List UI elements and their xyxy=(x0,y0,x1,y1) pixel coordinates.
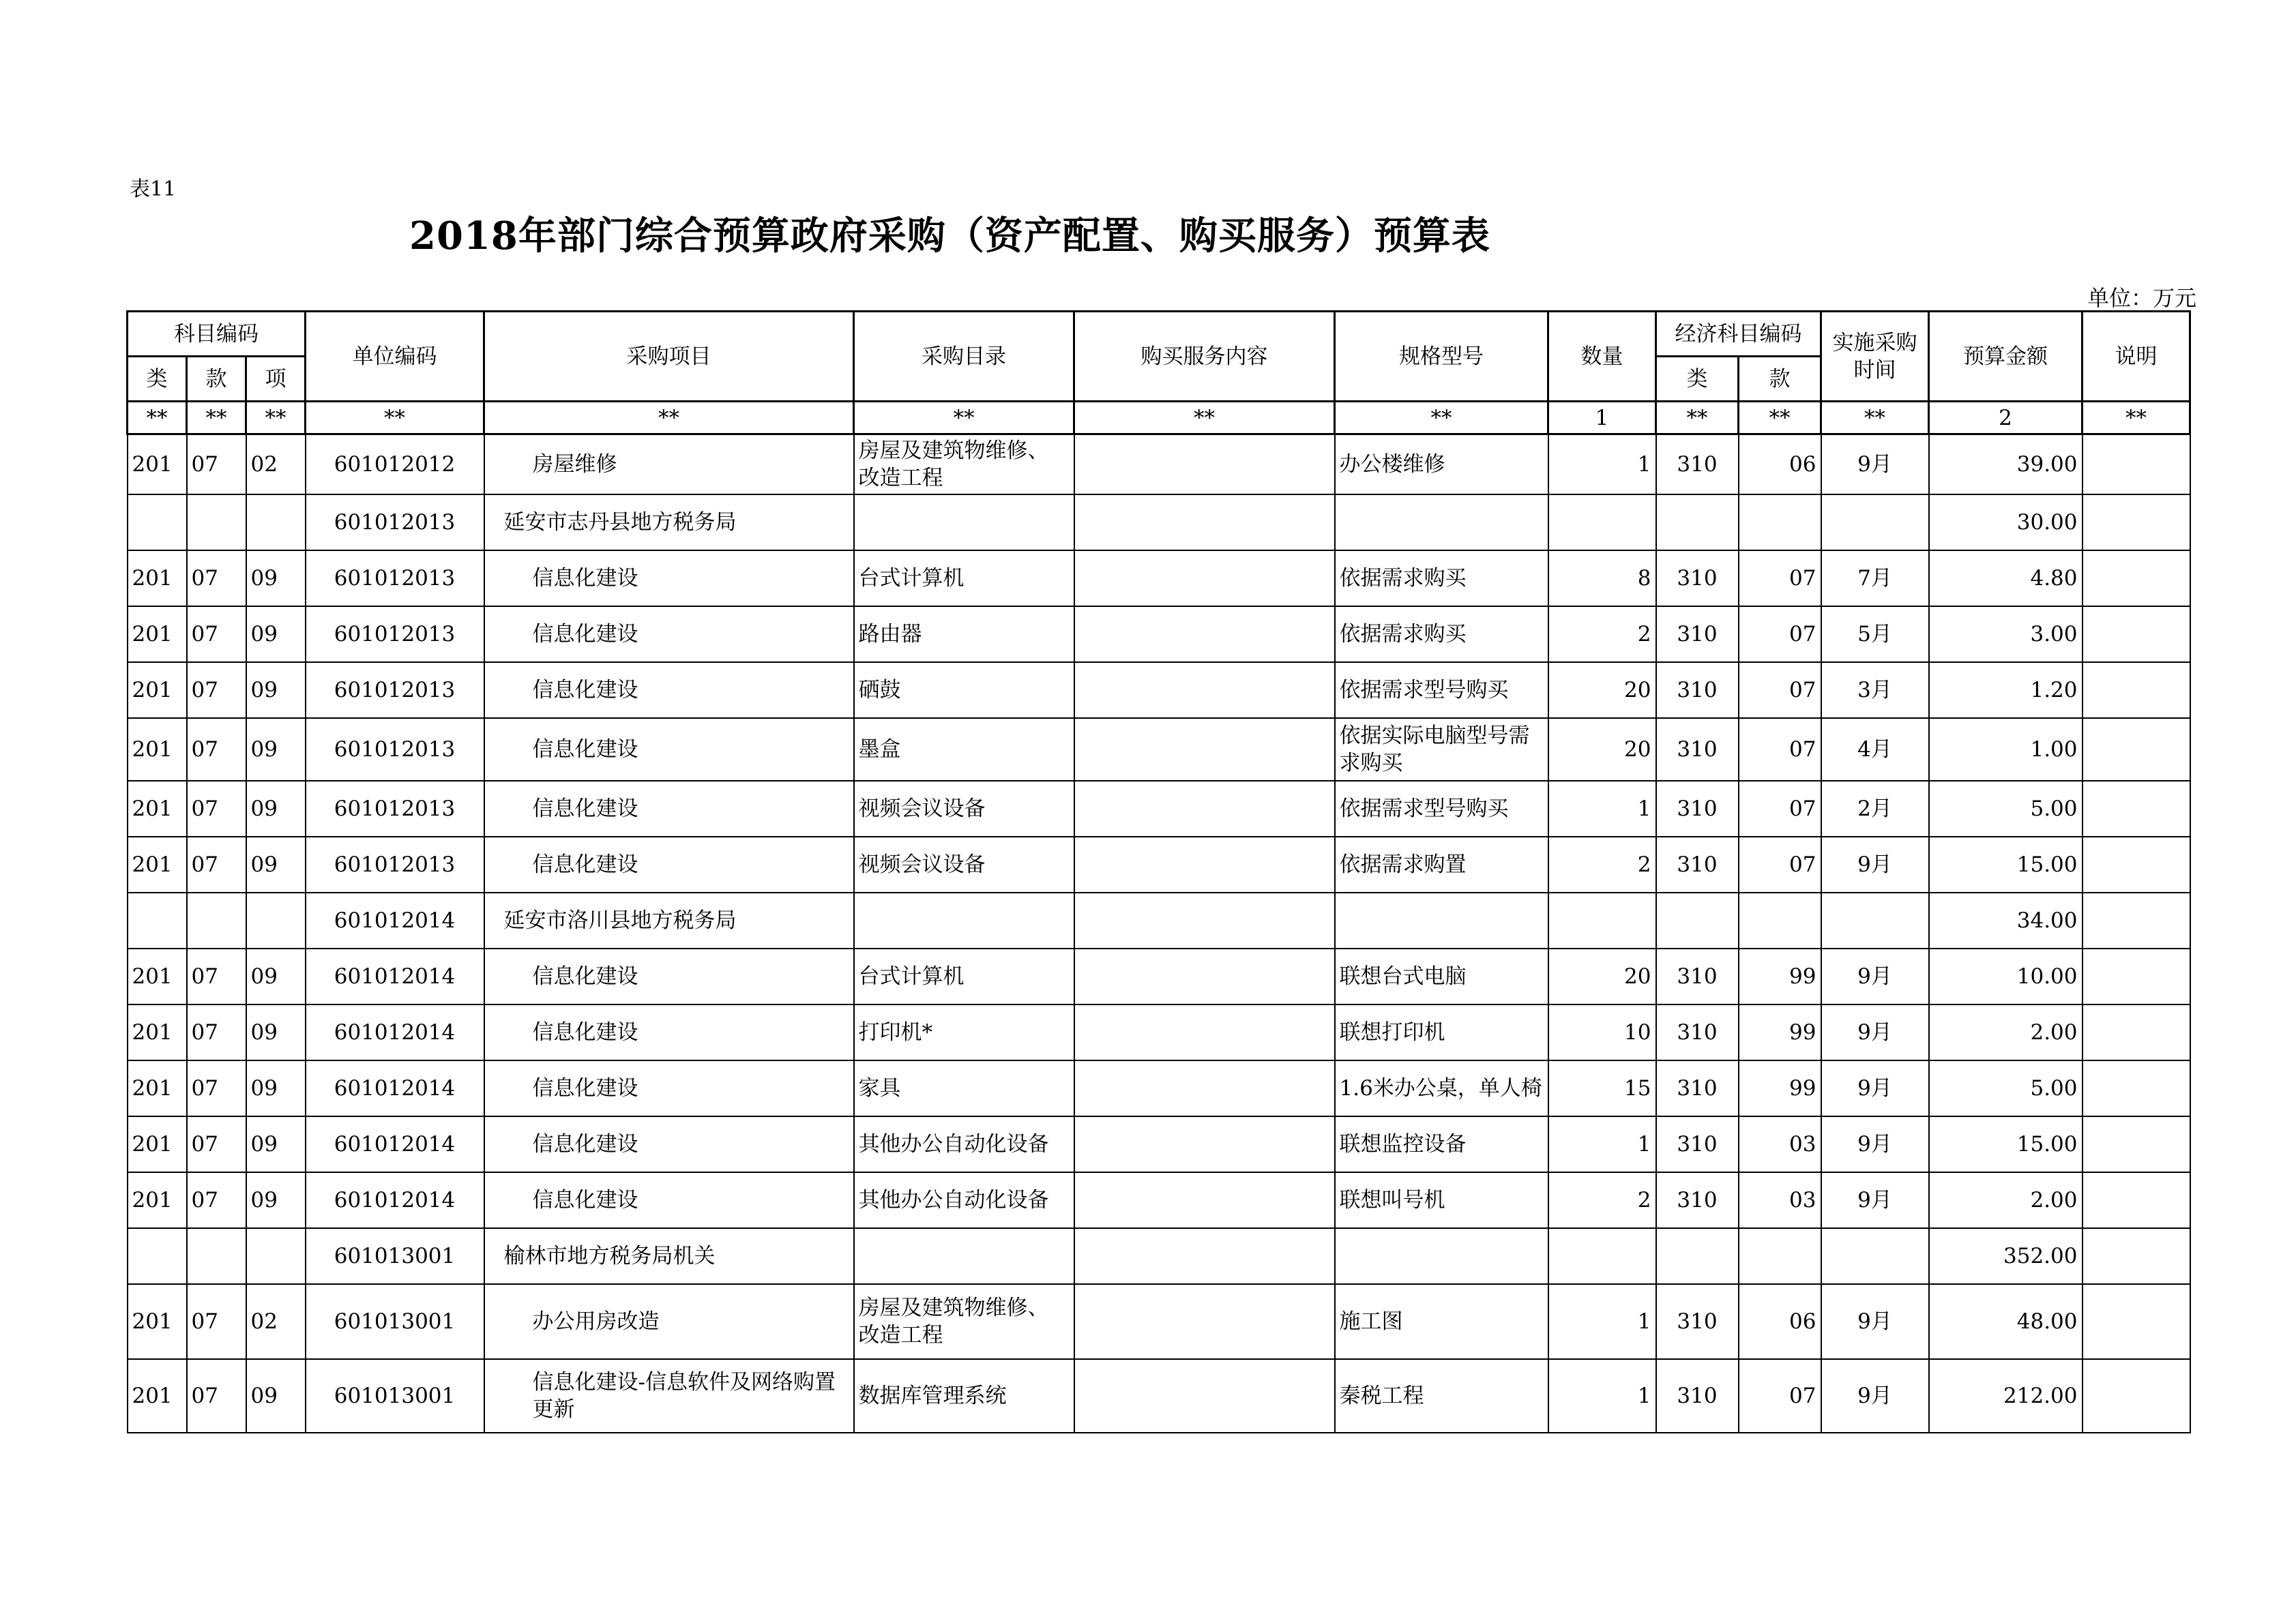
table-row xyxy=(128,1359,2190,1433)
cell-note xyxy=(2082,1060,2190,1116)
cell-lei: 201 xyxy=(128,1172,187,1228)
marker-cell: ** xyxy=(187,402,246,434)
cell-note xyxy=(2082,1228,2190,1284)
marker-cell: ** xyxy=(2082,402,2190,434)
cell-catalog: 台式计算机 xyxy=(854,949,1074,1004)
cell-econ-lei: 310 xyxy=(1656,1172,1739,1228)
table-row xyxy=(128,718,2190,781)
cell-amount: 39.00 xyxy=(1929,434,2082,494)
cell-service xyxy=(1074,893,1335,949)
cell-time: 9月 xyxy=(1821,434,1929,494)
cell-lei: 201 xyxy=(128,550,187,606)
cell-econ-kuan: 06 xyxy=(1739,434,1821,494)
cell-xiang: 02 xyxy=(246,1284,306,1359)
cell-spec: 联想监控设备 xyxy=(1335,1116,1548,1172)
cell-spec: 依据需求型号购买 xyxy=(1335,662,1548,718)
cell-time: 9月 xyxy=(1821,1284,1929,1359)
cell-catalog: 视频会议设备 xyxy=(854,837,1074,893)
cell-xiang xyxy=(246,494,306,550)
cell-time: 9月 xyxy=(1821,1116,1929,1172)
cell-catalog: 硒鼓 xyxy=(854,662,1074,718)
table-row xyxy=(128,1284,2190,1359)
cell-code: 601013001 xyxy=(306,1284,484,1359)
cell-spec: 联想台式电脑 xyxy=(1335,949,1548,1004)
cell-lei: 201 xyxy=(128,606,187,662)
cell-note xyxy=(2082,606,2190,662)
cell-spec: 联想叫号机 xyxy=(1335,1172,1548,1228)
cell-qty: 15 xyxy=(1548,1060,1656,1116)
cell-xiang: 09 xyxy=(246,718,306,781)
cell-xiang: 09 xyxy=(246,1172,306,1228)
cell-kuan xyxy=(187,1228,246,1284)
cell-code: 601012013 xyxy=(306,494,484,550)
marker-cell: 2 xyxy=(1929,402,2082,434)
table-row xyxy=(128,1004,2190,1060)
cell-econ-kuan xyxy=(1739,1228,1821,1284)
cell-amount: 4.80 xyxy=(1929,550,2082,606)
cell-econ-kuan: 07 xyxy=(1739,550,1821,606)
cell-note xyxy=(2082,781,2190,837)
cell-project: 信息化建设 xyxy=(484,1004,854,1060)
cell-code: 601012013 xyxy=(306,718,484,781)
cell-note xyxy=(2082,1172,2190,1228)
cell-qty: 2 xyxy=(1548,837,1656,893)
cell-note xyxy=(2082,662,2190,718)
header-spec: 规格型号 xyxy=(1335,312,1548,402)
unit-label: 单位：万元 xyxy=(2087,285,2196,311)
header-qty: 数量 xyxy=(1548,312,1656,402)
cell-qty: 2 xyxy=(1548,606,1656,662)
cell-kuan: 07 xyxy=(187,1116,246,1172)
cell-kuan: 07 xyxy=(187,1004,246,1060)
header-lei: 类 xyxy=(128,357,187,402)
cell-spec xyxy=(1335,1228,1548,1284)
cell-code: 601012013 xyxy=(306,837,484,893)
cell-time: 9月 xyxy=(1821,949,1929,1004)
cell-spec: 依据需求购买 xyxy=(1335,606,1548,662)
cell-time: 3月 xyxy=(1821,662,1929,718)
cell-project: 信息化建设-信息软件及网络购置更新 xyxy=(484,1359,854,1433)
cell-lei xyxy=(128,893,187,949)
cell-service xyxy=(1074,837,1335,893)
cell-spec: 依据需求型号购买 xyxy=(1335,781,1548,837)
cell-spec: 联想打印机 xyxy=(1335,1004,1548,1060)
marker-cell: ** xyxy=(484,402,854,434)
cell-catalog: 打印机* xyxy=(854,1004,1074,1060)
cell-lei xyxy=(128,494,187,550)
cell-econ-kuan: 03 xyxy=(1739,1172,1821,1228)
cell-econ-kuan: 07 xyxy=(1739,662,1821,718)
cell-code: 601012014 xyxy=(306,949,484,1004)
cell-econ-kuan: 99 xyxy=(1739,949,1821,1004)
cell-econ-lei: 310 xyxy=(1656,1116,1739,1172)
marker-cell: ** xyxy=(1074,402,1335,434)
cell-spec xyxy=(1335,893,1548,949)
table-row xyxy=(128,550,2190,606)
cell-kuan: 07 xyxy=(187,718,246,781)
cell-amount: 1.00 xyxy=(1929,718,2082,781)
cell-econ-kuan: 07 xyxy=(1739,1359,1821,1433)
cell-amount: 48.00 xyxy=(1929,1284,2082,1359)
cell-service xyxy=(1074,1116,1335,1172)
cell-xiang: 09 xyxy=(246,550,306,606)
cell-code: 601012014 xyxy=(306,1116,484,1172)
cell-xiang: 09 xyxy=(246,949,306,1004)
marker-row xyxy=(128,402,2190,434)
cell-project: 信息化建设 xyxy=(484,550,854,606)
cell-project: 信息化建设 xyxy=(484,949,854,1004)
cell-code: 601013001 xyxy=(306,1228,484,1284)
header-amount: 预算金额 xyxy=(1929,312,2082,402)
cell-xiang: 09 xyxy=(246,606,306,662)
cell-xiang: 09 xyxy=(246,662,306,718)
header-time: 实施采购时间 xyxy=(1821,312,1929,402)
cell-amount: 1.20 xyxy=(1929,662,2082,718)
cell-catalog: 路由器 xyxy=(854,606,1074,662)
cell-kuan: 07 xyxy=(187,781,246,837)
cell-kuan: 07 xyxy=(187,1060,246,1116)
cell-xiang: 09 xyxy=(246,1060,306,1116)
cell-service xyxy=(1074,494,1335,550)
marker-cell: ** xyxy=(1656,402,1739,434)
cell-code: 601012013 xyxy=(306,781,484,837)
budget-table xyxy=(126,310,2191,1433)
cell-lei: 201 xyxy=(128,1116,187,1172)
cell-lei: 201 xyxy=(128,434,187,494)
cell-qty: 1 xyxy=(1548,434,1656,494)
cell-code: 601012014 xyxy=(306,1004,484,1060)
cell-qty: 1 xyxy=(1548,781,1656,837)
cell-catalog: 数据库管理系统 xyxy=(854,1359,1074,1433)
cell-catalog: 视频会议设备 xyxy=(854,781,1074,837)
cell-spec: 办公楼维修 xyxy=(1335,434,1548,494)
cell-service xyxy=(1074,1060,1335,1116)
cell-econ-lei: 310 xyxy=(1656,781,1739,837)
cell-project: 延安市洛川县地方税务局 xyxy=(484,893,854,949)
header-econ-code: 经济科目编码 xyxy=(1656,312,1821,357)
cell-econ-kuan: 07 xyxy=(1739,781,1821,837)
cell-service xyxy=(1074,1004,1335,1060)
header-row-1 xyxy=(128,312,2190,357)
cell-econ-lei: 310 xyxy=(1656,434,1739,494)
cell-econ-kuan: 07 xyxy=(1739,837,1821,893)
cell-qty: 1 xyxy=(1548,1284,1656,1359)
cell-amount: 352.00 xyxy=(1929,1228,2082,1284)
marker-cell: ** xyxy=(306,402,484,434)
table-row xyxy=(128,1060,2190,1116)
cell-spec: 施工图 xyxy=(1335,1284,1548,1359)
cell-service xyxy=(1074,550,1335,606)
cell-kuan: 07 xyxy=(187,1172,246,1228)
header-econ-lei: 类 xyxy=(1656,357,1739,402)
marker-cell: ** xyxy=(854,402,1074,434)
cell-service xyxy=(1074,781,1335,837)
cell-lei: 201 xyxy=(128,1004,187,1060)
cell-spec: 依据需求购置 xyxy=(1335,837,1548,893)
cell-catalog: 其他办公自动化设备 xyxy=(854,1172,1074,1228)
table-row xyxy=(128,837,2190,893)
cell-project: 房屋维修 xyxy=(484,434,854,494)
document-title: 2018年部门综合预算政府采购（资产配置、购买服务）预算表 xyxy=(409,213,1490,258)
cell-xiang: 09 xyxy=(246,1004,306,1060)
cell-project: 办公用房改造 xyxy=(484,1284,854,1359)
cell-xiang: 09 xyxy=(246,781,306,837)
cell-qty: 2 xyxy=(1548,1172,1656,1228)
cell-time xyxy=(1821,1228,1929,1284)
cell-qty xyxy=(1548,893,1656,949)
cell-qty: 1 xyxy=(1548,1359,1656,1433)
table-row xyxy=(128,781,2190,837)
cell-catalog: 其他办公自动化设备 xyxy=(854,1116,1074,1172)
cell-lei: 201 xyxy=(128,662,187,718)
cell-amount: 5.00 xyxy=(1929,1060,2082,1116)
marker-cell: ** xyxy=(1739,402,1821,434)
cell-lei: 201 xyxy=(128,1060,187,1116)
table-row xyxy=(128,494,2190,550)
cell-code: 601012013 xyxy=(306,606,484,662)
cell-econ-lei xyxy=(1656,893,1739,949)
cell-note xyxy=(2082,1284,2190,1359)
cell-qty: 20 xyxy=(1548,949,1656,1004)
cell-econ-kuan: 99 xyxy=(1739,1004,1821,1060)
cell-code: 601012014 xyxy=(306,1060,484,1116)
cell-lei xyxy=(128,1228,187,1284)
cell-qty: 20 xyxy=(1548,662,1656,718)
cell-econ-lei xyxy=(1656,494,1739,550)
cell-xiang: 09 xyxy=(246,1116,306,1172)
cell-spec: 依据实际电脑型号需求购买 xyxy=(1335,718,1548,781)
cell-service xyxy=(1074,1359,1335,1433)
cell-note xyxy=(2082,1359,2190,1433)
cell-amount: 15.00 xyxy=(1929,837,2082,893)
cell-time: 9月 xyxy=(1821,1359,1929,1433)
cell-service xyxy=(1074,1284,1335,1359)
cell-kuan: 07 xyxy=(187,550,246,606)
cell-econ-lei: 310 xyxy=(1656,949,1739,1004)
cell-econ-lei: 310 xyxy=(1656,1060,1739,1116)
cell-econ-kuan: 06 xyxy=(1739,1284,1821,1359)
marker-cell: ** xyxy=(1821,402,1929,434)
cell-kuan: 07 xyxy=(187,662,246,718)
cell-service xyxy=(1074,1172,1335,1228)
cell-service xyxy=(1074,662,1335,718)
cell-qty: 10 xyxy=(1548,1004,1656,1060)
table-row xyxy=(128,606,2190,662)
header-catalog: 采购目录 xyxy=(854,312,1074,402)
cell-service xyxy=(1074,949,1335,1004)
table-row xyxy=(128,893,2190,949)
cell-note xyxy=(2082,1116,2190,1172)
marker-cell: ** xyxy=(1335,402,1548,434)
cell-lei: 201 xyxy=(128,781,187,837)
marker-cell: 1 xyxy=(1548,402,1656,434)
cell-time: 7月 xyxy=(1821,550,1929,606)
cell-xiang xyxy=(246,893,306,949)
cell-catalog: 房屋及建筑物维修、改造工程 xyxy=(854,434,1074,494)
cell-project: 信息化建设 xyxy=(484,1060,854,1116)
cell-code: 601013001 xyxy=(306,1359,484,1433)
cell-econ-kuan: 03 xyxy=(1739,1116,1821,1172)
cell-note xyxy=(2082,949,2190,1004)
cell-kuan: 07 xyxy=(187,1284,246,1359)
cell-kuan: 07 xyxy=(187,606,246,662)
cell-service xyxy=(1074,606,1335,662)
cell-amount: 30.00 xyxy=(1929,494,2082,550)
cell-spec: 依据需求购买 xyxy=(1335,550,1548,606)
cell-code: 601012013 xyxy=(306,550,484,606)
cell-amount: 2.00 xyxy=(1929,1004,2082,1060)
cell-amount: 5.00 xyxy=(1929,781,2082,837)
table-row xyxy=(128,434,2190,494)
cell-project: 延安市志丹县地方税务局 xyxy=(484,494,854,550)
cell-spec xyxy=(1335,494,1548,550)
cell-project: 信息化建设 xyxy=(484,606,854,662)
table-number-label: 表11 xyxy=(130,177,177,201)
cell-amount: 34.00 xyxy=(1929,893,2082,949)
header-econ-kuan: 款 xyxy=(1739,357,1821,402)
cell-lei: 201 xyxy=(128,837,187,893)
cell-amount: 212.00 xyxy=(1929,1359,2082,1433)
header-note: 说明 xyxy=(2082,312,2190,402)
cell-econ-lei: 310 xyxy=(1656,1284,1739,1359)
cell-econ-lei: 310 xyxy=(1656,718,1739,781)
cell-econ-lei xyxy=(1656,1228,1739,1284)
cell-note xyxy=(2082,893,2190,949)
cell-time: 2月 xyxy=(1821,781,1929,837)
cell-time: 4月 xyxy=(1821,718,1929,781)
cell-code: 601012014 xyxy=(306,893,484,949)
cell-spec: 1.6米办公桌，单人椅 xyxy=(1335,1060,1548,1116)
cell-lei: 201 xyxy=(128,1284,187,1359)
cell-catalog xyxy=(854,1228,1074,1284)
header-project: 采购项目 xyxy=(484,312,854,402)
cell-catalog: 台式计算机 xyxy=(854,550,1074,606)
cell-time: 9月 xyxy=(1821,1004,1929,1060)
cell-xiang: 09 xyxy=(246,1359,306,1433)
cell-kuan: 07 xyxy=(187,837,246,893)
cell-qty xyxy=(1548,494,1656,550)
cell-spec: 秦税工程 xyxy=(1335,1359,1548,1433)
cell-service xyxy=(1074,434,1335,494)
cell-kuan xyxy=(187,494,246,550)
cell-lei: 201 xyxy=(128,1359,187,1433)
cell-amount: 15.00 xyxy=(1929,1116,2082,1172)
table-row xyxy=(128,1172,2190,1228)
cell-xiang: 09 xyxy=(246,837,306,893)
cell-amount: 3.00 xyxy=(1929,606,2082,662)
cell-xiang: 02 xyxy=(246,434,306,494)
cell-amount: 10.00 xyxy=(1929,949,2082,1004)
cell-time xyxy=(1821,494,1929,550)
cell-note xyxy=(2082,1004,2190,1060)
cell-catalog: 房屋及建筑物维修、改造工程 xyxy=(854,1284,1074,1359)
cell-project: 信息化建设 xyxy=(484,781,854,837)
table-row xyxy=(128,949,2190,1004)
cell-project: 信息化建设 xyxy=(484,1116,854,1172)
marker-cell: ** xyxy=(246,402,306,434)
cell-time: 9月 xyxy=(1821,837,1929,893)
marker-cell: ** xyxy=(128,402,187,434)
table-row xyxy=(128,662,2190,718)
cell-code: 601012012 xyxy=(306,434,484,494)
cell-econ-lei: 310 xyxy=(1656,606,1739,662)
cell-econ-lei: 310 xyxy=(1656,550,1739,606)
cell-service xyxy=(1074,718,1335,781)
cell-econ-kuan: 07 xyxy=(1739,718,1821,781)
cell-project: 信息化建设 xyxy=(484,1172,854,1228)
cell-note xyxy=(2082,837,2190,893)
cell-qty: 8 xyxy=(1548,550,1656,606)
table-row xyxy=(128,1228,2190,1284)
cell-note xyxy=(2082,550,2190,606)
cell-note xyxy=(2082,434,2190,494)
cell-econ-lei: 310 xyxy=(1656,1004,1739,1060)
cell-econ-kuan xyxy=(1739,893,1821,949)
cell-code: 601012013 xyxy=(306,662,484,718)
cell-econ-kuan: 07 xyxy=(1739,606,1821,662)
cell-xiang xyxy=(246,1228,306,1284)
cell-qty xyxy=(1548,1228,1656,1284)
cell-catalog: 家具 xyxy=(854,1060,1074,1116)
cell-lei: 201 xyxy=(128,718,187,781)
header-kuan: 款 xyxy=(187,357,246,402)
cell-note xyxy=(2082,494,2190,550)
table-row xyxy=(128,1116,2190,1172)
cell-amount: 2.00 xyxy=(1929,1172,2082,1228)
header-subject-code: 科目编码 xyxy=(128,312,306,357)
cell-econ-kuan: 99 xyxy=(1739,1060,1821,1116)
cell-code: 601012014 xyxy=(306,1172,484,1228)
cell-catalog xyxy=(854,893,1074,949)
cell-econ-lei: 310 xyxy=(1656,662,1739,718)
cell-project: 榆林市地方税务局机关 xyxy=(484,1228,854,1284)
cell-kuan: 07 xyxy=(187,434,246,494)
cell-time xyxy=(1821,893,1929,949)
cell-catalog xyxy=(854,494,1074,550)
cell-econ-lei: 310 xyxy=(1656,837,1739,893)
header-xiang: 项 xyxy=(246,357,306,402)
cell-note xyxy=(2082,718,2190,781)
cell-econ-lei: 310 xyxy=(1656,1359,1739,1433)
header-service: 购买服务内容 xyxy=(1074,312,1335,402)
cell-service xyxy=(1074,1228,1335,1284)
cell-kuan xyxy=(187,893,246,949)
cell-project: 信息化建设 xyxy=(484,837,854,893)
cell-catalog: 墨盒 xyxy=(854,718,1074,781)
cell-qty: 20 xyxy=(1548,718,1656,781)
cell-econ-kuan xyxy=(1739,494,1821,550)
header-unit-code: 单位编码 xyxy=(306,312,484,402)
cell-kuan: 07 xyxy=(187,949,246,1004)
cell-kuan: 07 xyxy=(187,1359,246,1433)
cell-lei: 201 xyxy=(128,949,187,1004)
cell-project: 信息化建设 xyxy=(484,718,854,781)
cell-time: 9月 xyxy=(1821,1060,1929,1116)
cell-project: 信息化建设 xyxy=(484,662,854,718)
cell-qty: 1 xyxy=(1548,1116,1656,1172)
cell-time: 9月 xyxy=(1821,1172,1929,1228)
cell-time: 5月 xyxy=(1821,606,1929,662)
